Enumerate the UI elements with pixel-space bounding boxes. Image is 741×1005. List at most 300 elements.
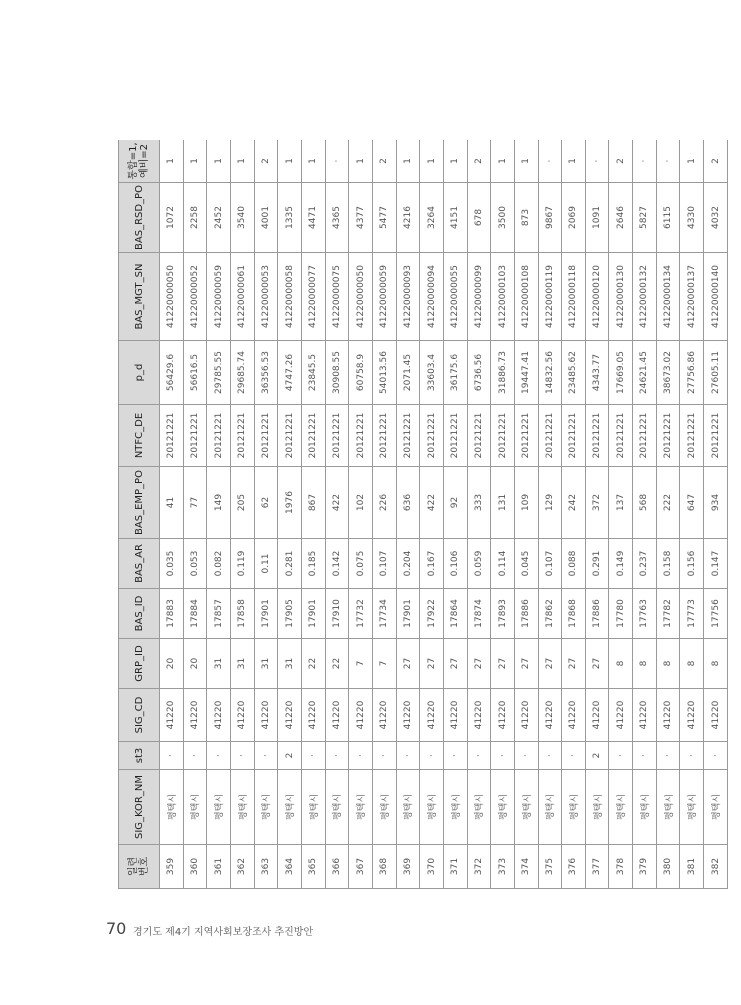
table-cell: 6115 — [656, 183, 680, 253]
table-cell: 4343.77 — [585, 341, 609, 405]
table-cell: 0.149 — [609, 539, 633, 589]
table-cell: 0.119 — [230, 539, 254, 589]
table-cell: 17901 — [254, 589, 278, 639]
table-cell: 19447.41 — [514, 341, 538, 405]
table-cell: 41 — [160, 467, 184, 539]
table-cell: 0.291 — [585, 539, 609, 589]
table-cell: 41220000134 — [656, 253, 680, 341]
table-cell: · — [396, 742, 420, 770]
table-cell: · — [207, 742, 231, 770]
column-header: p_d — [119, 341, 160, 405]
table-cell: 17858 — [230, 589, 254, 639]
table-row — [514, 140, 538, 889]
table-cell: 29685.74 — [230, 341, 254, 405]
table-cell: · — [254, 742, 278, 770]
table-cell: 41220 — [278, 689, 302, 742]
table-cell: 29785.55 — [207, 341, 231, 405]
table-cell: 41220 — [443, 689, 467, 742]
table-cell: 17884 — [183, 589, 207, 639]
table-cell: 0.106 — [443, 539, 467, 589]
table-cell: 368 — [372, 845, 396, 889]
table-cell: 평택시 — [609, 770, 633, 845]
table-cell: 2 — [254, 140, 278, 183]
table-cell: 636 — [396, 467, 420, 539]
table-cell: 2 — [704, 140, 728, 183]
table-cell: 647 — [680, 467, 704, 539]
table-cell: 23845.5 — [301, 341, 325, 405]
table-cell: 41220000108 — [514, 253, 538, 341]
table-cell: 370 — [420, 845, 444, 889]
table-cell: 41220000059 — [372, 253, 396, 341]
table-cell: 1 — [301, 140, 325, 183]
table-cell: 934 — [704, 467, 728, 539]
table-row — [491, 140, 515, 889]
table-cell: 20 — [160, 639, 184, 689]
table-cell: 17756 — [704, 589, 728, 639]
table-cell: 222 — [656, 467, 680, 539]
table-cell: · — [230, 742, 254, 770]
table-cell: 3540 — [230, 183, 254, 253]
rotated-table-container — [118, 140, 728, 889]
table-cell: 41220000050 — [349, 253, 373, 341]
column-header: 일련 번호 — [119, 845, 160, 889]
table-cell: 20121221 — [467, 405, 491, 467]
table-cell: 149 — [207, 467, 231, 539]
table-cell: 27 — [396, 639, 420, 689]
table-cell: 366 — [325, 845, 349, 889]
table-cell: 129 — [538, 467, 562, 539]
table-cell: 20121221 — [160, 405, 184, 467]
table-cell: · — [514, 742, 538, 770]
table-cell: 375 — [538, 845, 562, 889]
table-cell: 8 — [609, 639, 633, 689]
table-cell: 22 — [301, 639, 325, 689]
table-cell: 365 — [301, 845, 325, 889]
table-row — [230, 140, 254, 889]
table-cell: 1 — [491, 140, 515, 183]
table-cell: 41220000140 — [704, 253, 728, 341]
table-cell: 14832.56 — [538, 341, 562, 405]
table-cell: 41220 — [349, 689, 373, 742]
table-cell: 2 — [467, 140, 491, 183]
table-cell: 27 — [443, 639, 467, 689]
table-cell: 0.237 — [633, 539, 657, 589]
table-cell: 17864 — [443, 589, 467, 639]
table-cell: 41220 — [325, 689, 349, 742]
table-cell: · — [680, 742, 704, 770]
table-cell: 6736.56 — [467, 341, 491, 405]
table-cell: 20121221 — [656, 405, 680, 467]
table-cell: 평택시 — [278, 770, 302, 845]
table-cell: 363 — [254, 845, 278, 889]
table-cell: 0.107 — [538, 539, 562, 589]
table-cell: 27605.11 — [704, 341, 728, 405]
table-row — [160, 140, 184, 889]
table-cell: · — [656, 140, 680, 183]
table-cell: 17901 — [396, 589, 420, 639]
table-cell: 0.059 — [467, 539, 491, 589]
table-row — [538, 140, 562, 889]
table-cell: 379 — [633, 845, 657, 889]
table-row — [372, 140, 396, 889]
table-cell: · — [443, 742, 467, 770]
table-cell: 380 — [656, 845, 680, 889]
table-cell: 17669.05 — [609, 341, 633, 405]
table-cell: 20121221 — [491, 405, 515, 467]
table-cell: 41220000058 — [278, 253, 302, 341]
table-cell: 20121221 — [585, 405, 609, 467]
table-cell: 평택시 — [491, 770, 515, 845]
table-cell: · — [585, 140, 609, 183]
column-header: BAS_MGT_SN — [119, 253, 160, 341]
table-cell: 31 — [207, 639, 231, 689]
table-cell: 92 — [443, 467, 467, 539]
table-cell: 평택시 — [372, 770, 396, 845]
table-cell: 31 — [278, 639, 302, 689]
table-cell: 20121221 — [183, 405, 207, 467]
table-cell: 8 — [656, 639, 680, 689]
column-header: BAS_ID — [119, 589, 160, 639]
table-cell: 0.147 — [704, 539, 728, 589]
table-cell: 422 — [420, 467, 444, 539]
table-cell: 27 — [538, 639, 562, 689]
table-row — [396, 140, 420, 889]
table-cell: 41220000130 — [609, 253, 633, 341]
table-cell: 41220000093 — [396, 253, 420, 341]
table-cell: 41220 — [585, 689, 609, 742]
table-cell: 41220000103 — [491, 253, 515, 341]
table-cell: · — [467, 742, 491, 770]
table-cell: 131 — [491, 467, 515, 539]
table-cell: 1 — [514, 140, 538, 183]
table-row — [467, 140, 491, 889]
table-row — [562, 140, 586, 889]
table-cell: 41220 — [467, 689, 491, 742]
table-cell: 20121221 — [514, 405, 538, 467]
table-cell: · — [562, 742, 586, 770]
table-cell: 41220000061 — [230, 253, 254, 341]
table-cell: 4747.26 — [278, 341, 302, 405]
table-cell: 374 — [514, 845, 538, 889]
table-cell: 2071.45 — [396, 341, 420, 405]
table-cell: 0.204 — [396, 539, 420, 589]
table-cell: 1 — [396, 140, 420, 183]
table-row — [278, 140, 302, 889]
table-cell: 평택시 — [230, 770, 254, 845]
table-cell: 0.082 — [207, 539, 231, 589]
table-cell: 41220000050 — [160, 253, 184, 341]
table-cell: 27 — [514, 639, 538, 689]
table-cell: 20121221 — [538, 405, 562, 467]
table-cell: 24621.45 — [633, 341, 657, 405]
column-header: st3 — [119, 742, 160, 770]
table-cell: 4032 — [704, 183, 728, 253]
table-cell: 41220000077 — [301, 253, 325, 341]
table-cell: 20121221 — [349, 405, 373, 467]
table-cell: 377 — [585, 845, 609, 889]
table-cell: 평택시 — [183, 770, 207, 845]
table-cell: 41220 — [491, 689, 515, 742]
table-cell: · — [538, 140, 562, 183]
table-cell: 31886.73 — [491, 341, 515, 405]
table-cell: 20121221 — [207, 405, 231, 467]
table-cell: 2069 — [562, 183, 586, 253]
table-row — [349, 140, 373, 889]
table-cell: 41220000120 — [585, 253, 609, 341]
table-cell: 1 — [420, 140, 444, 183]
table-cell: 242 — [562, 467, 586, 539]
table-cell: 20121221 — [372, 405, 396, 467]
table-cell: · — [160, 742, 184, 770]
table-cell: 1 — [443, 140, 467, 183]
table-cell: 41220000094 — [420, 253, 444, 341]
table-cell: 17922 — [420, 589, 444, 639]
table-cell: 27 — [585, 639, 609, 689]
table-body — [160, 140, 728, 889]
table-cell: 평택시 — [207, 770, 231, 845]
table-cell: · — [420, 742, 444, 770]
table-cell: 31 — [230, 639, 254, 689]
table-cell: 36175.6 — [443, 341, 467, 405]
table-cell: 17883 — [160, 589, 184, 639]
table-cell: 27 — [491, 639, 515, 689]
table-cell: 17893 — [491, 589, 515, 639]
table-cell: 평택시 — [704, 770, 728, 845]
table-cell: 1 — [207, 140, 231, 183]
table-cell: · — [609, 742, 633, 770]
table-row — [680, 140, 704, 889]
table-cell: 평택시 — [514, 770, 538, 845]
table-cell: 4330 — [680, 183, 704, 253]
table-cell: 41220 — [230, 689, 254, 742]
table-row — [704, 140, 728, 889]
table-cell: 1091 — [585, 183, 609, 253]
table-cell: 41220000137 — [680, 253, 704, 341]
table-cell: 31 — [254, 639, 278, 689]
table-cell: 0.088 — [562, 539, 586, 589]
table-cell: 평택시 — [254, 770, 278, 845]
table-cell: 3500 — [491, 183, 515, 253]
table-cell: 평택시 — [325, 770, 349, 845]
table-cell: 23485.62 — [562, 341, 586, 405]
table-cell: 56429.6 — [160, 341, 184, 405]
table-cell: 0.281 — [278, 539, 302, 589]
table-header-row — [119, 140, 160, 889]
table-cell: 17782 — [656, 589, 680, 639]
table-cell: 0.11 — [254, 539, 278, 589]
table-cell: 41220 — [396, 689, 420, 742]
column-header: GRP_ID — [119, 639, 160, 689]
table-cell: 0.035 — [160, 539, 184, 589]
table-cell: 20 — [183, 639, 207, 689]
table-cell: 678 — [467, 183, 491, 253]
table-row — [325, 140, 349, 889]
table-cell: · — [183, 742, 207, 770]
table-cell: 4471 — [301, 183, 325, 253]
table-cell: 205 — [230, 467, 254, 539]
table-cell: 평택시 — [538, 770, 562, 845]
table-row — [633, 140, 657, 889]
table-cell: 17773 — [680, 589, 704, 639]
table-cell: 평택시 — [160, 770, 184, 845]
table-cell: 422 — [325, 467, 349, 539]
table-row — [656, 140, 680, 889]
table-cell: 평택시 — [396, 770, 420, 845]
footer-title: 경기도 제4기 지역사회보장조사 추진방안 — [133, 927, 314, 938]
table-cell: 평택시 — [633, 770, 657, 845]
column-header: BAS_EMP_PO — [119, 467, 160, 539]
table-cell: 33603.4 — [420, 341, 444, 405]
table-cell: 평택시 — [656, 770, 680, 845]
table-cell: · — [656, 742, 680, 770]
table-cell: 4377 — [349, 183, 373, 253]
table-cell: · — [301, 742, 325, 770]
table-cell: 평택시 — [680, 770, 704, 845]
table-cell: 0.185 — [301, 539, 325, 589]
table-cell: 27 — [562, 639, 586, 689]
table-cell: 367 — [349, 845, 373, 889]
table-cell: 41220 — [514, 689, 538, 742]
table-cell: 평택시 — [443, 770, 467, 845]
table-cell: 873 — [514, 183, 538, 253]
table-cell: 17886 — [514, 589, 538, 639]
table-cell: 373 — [491, 845, 515, 889]
table-cell: 8 — [633, 639, 657, 689]
table-cell: 17901 — [301, 589, 325, 639]
table-cell: 평택시 — [349, 770, 373, 845]
table-cell: 1 — [680, 140, 704, 183]
table-rotation-frame — [118, 140, 728, 889]
table-cell: 17862 — [538, 589, 562, 639]
table-cell: 41220 — [160, 689, 184, 742]
table-cell: 평택시 — [467, 770, 491, 845]
table-cell: 41220 — [562, 689, 586, 742]
table-cell: · — [704, 742, 728, 770]
table-cell: 8 — [680, 639, 704, 689]
table-cell: 364 — [278, 845, 302, 889]
table-cell: 20121221 — [680, 405, 704, 467]
column-header: NTFC_DE — [119, 405, 160, 467]
table-cell: 109 — [514, 467, 538, 539]
table-cell: 41220 — [609, 689, 633, 742]
table-cell: 102 — [349, 467, 373, 539]
table-cell: 20121221 — [325, 405, 349, 467]
table-cell: 1 — [349, 140, 373, 183]
table-cell: 1 — [562, 140, 586, 183]
table-cell: 평택시 — [420, 770, 444, 845]
table-cell: 568 — [633, 467, 657, 539]
table-cell: 17886 — [585, 589, 609, 639]
table-cell: 41220 — [254, 689, 278, 742]
table-cell: 41220000099 — [467, 253, 491, 341]
table-cell: 0.114 — [491, 539, 515, 589]
table-cell: 2258 — [183, 183, 207, 253]
table-cell: 0.156 — [680, 539, 704, 589]
table-cell: 평택시 — [585, 770, 609, 845]
table-cell: · — [633, 742, 657, 770]
table-cell: 1976 — [278, 467, 302, 539]
column-header: BAS_AR — [119, 539, 160, 589]
table-cell: 27756.86 — [680, 341, 704, 405]
table-cell: 5827 — [633, 183, 657, 253]
table-cell: 56616.5 — [183, 341, 207, 405]
table-cell: 17732 — [349, 589, 373, 639]
table-cell: 1335 — [278, 183, 302, 253]
table-cell: 평택시 — [301, 770, 325, 845]
table-cell: 27 — [467, 639, 491, 689]
table-cell: 20121221 — [278, 405, 302, 467]
column-header: BAS_RSD_PO — [119, 183, 160, 253]
table-cell: 4365 — [325, 183, 349, 253]
table-cell: 41220000053 — [254, 253, 278, 341]
table-cell: 0.045 — [514, 539, 538, 589]
data-table — [118, 140, 728, 889]
table-cell: 2452 — [207, 183, 231, 253]
table-cell: 38673.02 — [656, 341, 680, 405]
table-cell: 362 — [230, 845, 254, 889]
table-cell: 41220000075 — [325, 253, 349, 341]
column-header: SIG_KOR_NM — [119, 770, 160, 845]
table-cell: 3264 — [420, 183, 444, 253]
table-cell: · — [372, 742, 396, 770]
table-cell: 20121221 — [254, 405, 278, 467]
table-cell: 62 — [254, 467, 278, 539]
table-cell: 867 — [301, 467, 325, 539]
table-cell: 41220000052 — [183, 253, 207, 341]
table-row — [301, 140, 325, 889]
table-cell: 20121221 — [609, 405, 633, 467]
table-cell: 1 — [230, 140, 254, 183]
table-cell: 20121221 — [562, 405, 586, 467]
table-cell: 371 — [443, 845, 467, 889]
table-cell: 0.142 — [325, 539, 349, 589]
table-cell: 41220000055 — [443, 253, 467, 341]
table-cell: 2 — [609, 140, 633, 183]
table-cell: 17868 — [562, 589, 586, 639]
table-cell: 2 — [585, 742, 609, 770]
table-cell: 41220 — [656, 689, 680, 742]
table-cell: 41220000132 — [633, 253, 657, 341]
table-row — [254, 140, 278, 889]
table-row — [609, 140, 633, 889]
table-cell: 0.107 — [372, 539, 396, 589]
table-cell: 376 — [562, 845, 586, 889]
table-cell: 4151 — [443, 183, 467, 253]
table-cell: 41220 — [538, 689, 562, 742]
table-cell: 382 — [704, 845, 728, 889]
table-cell: 359 — [160, 845, 184, 889]
table-cell: · — [349, 742, 373, 770]
table-row — [585, 140, 609, 889]
table-cell: 41220 — [372, 689, 396, 742]
table-cell: 360 — [183, 845, 207, 889]
table-cell: 4216 — [396, 183, 420, 253]
table-cell: 20121221 — [633, 405, 657, 467]
table-cell: 0.158 — [656, 539, 680, 589]
table-cell: 41220 — [301, 689, 325, 742]
table-cell: 1 — [278, 140, 302, 183]
table-cell: 평택시 — [562, 770, 586, 845]
table-row — [207, 140, 231, 889]
table-cell: 17763 — [633, 589, 657, 639]
table-cell: 9867 — [538, 183, 562, 253]
column-header: 통합=1, 예비=2 — [119, 140, 160, 183]
table-cell: 369 — [396, 845, 420, 889]
table-cell: · — [325, 140, 349, 183]
table-cell: 36356.53 — [254, 341, 278, 405]
table-cell: 20121221 — [301, 405, 325, 467]
table-cell: 41220000119 — [538, 253, 562, 341]
